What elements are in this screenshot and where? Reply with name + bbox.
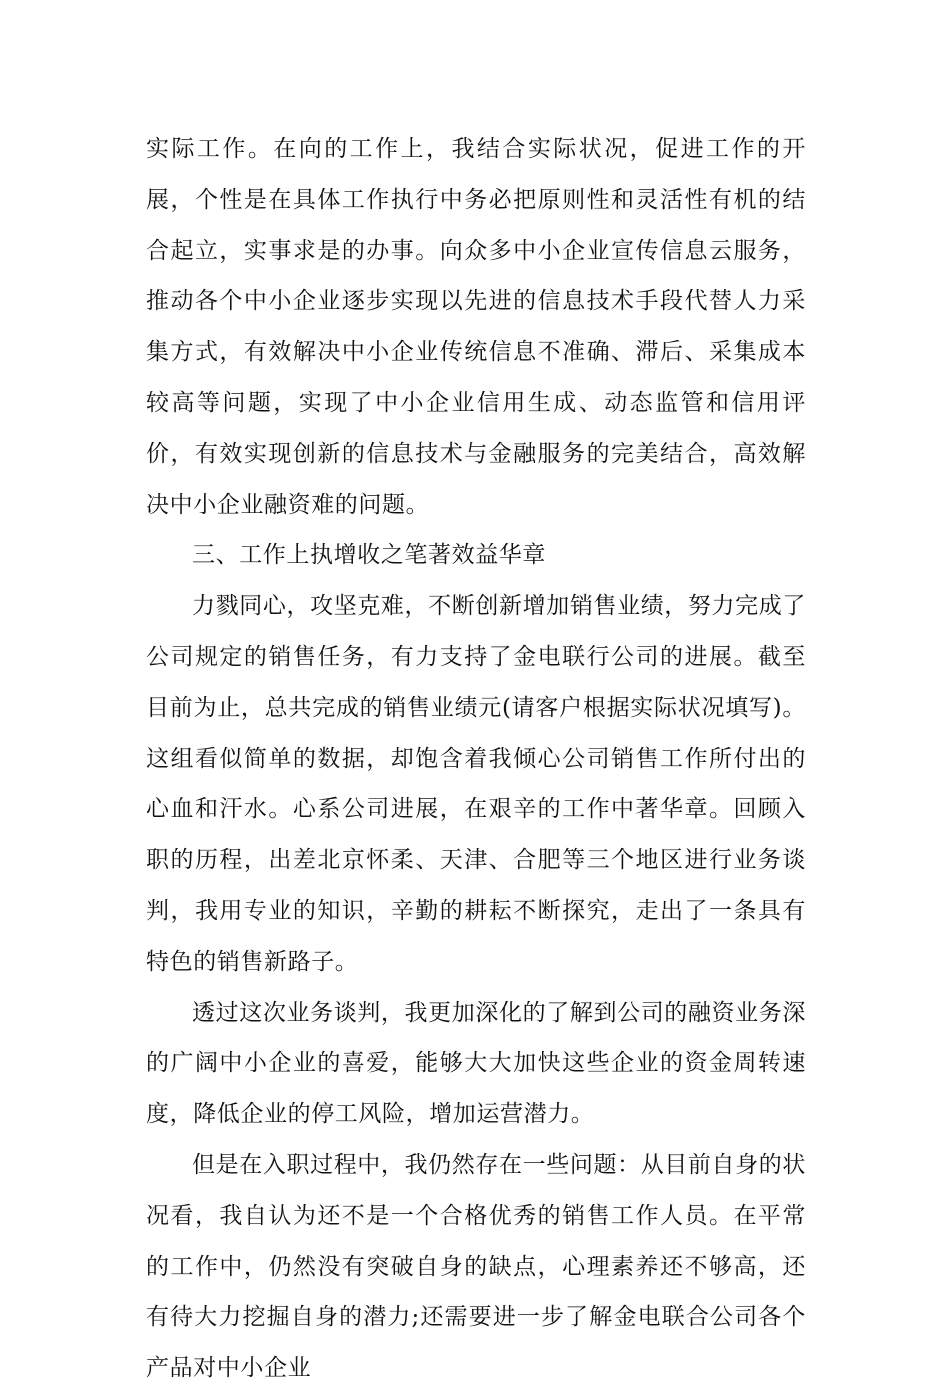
paragraph-sales: 力戮同心，攻坚克难，不断创新增加销售业绩，努力完成了公司规定的销售任务，有力支持了金电联行公司的进展。截至目前为止，总共完成的销售业绩元(请客户根据实际状况填写)。这组看似简单的数据，却饱含着我倾心公司销售工作所付出的心血和汗水。心系公司进展，在艰辛的工作中著华章。回顾入职的历程，出差北京怀柔、天津、合肥等三个地区进行业务谈判，我用专业的知识，辛勤的耕耘不断探究，走出了一条具有特色的销售新路子。 bbox=[146, 593, 806, 975]
paragraph-continuation: 实际工作。在向的工作上，我结合实际状况，促进工作的开展，个性是在具体工作执行中务必把原则性和灵活性有机的结合起立，实事求是的办事。向众多中小企业宣传信息云服务，推动各个中小企业逐步实现以先进的信息技术手段代替人力采集方式，有效解决中小企业传统信息不准确、滞后、采集成本较高等问题，实现了中小企业信用生成、动态监管和信用评价，有效实现创新的信息技术与金融服务的完美结合，高效解决中小企业融资难的问题。 bbox=[146, 136, 806, 518]
document-body bbox=[146, 124, 806, 1394]
section-heading: 三、工作上执增收之笔著效益华章 bbox=[192, 542, 546, 569]
paragraph-problems: 但是在入职过程中，我仍然存在一些问题：从目前自身的状况看，我自认为还不是一个合格优秀的销售工作人员。在平常的工作中，仍然没有突破自身的缺点，心理素养还不够高，还有待大力挖掘自身的潜力;还需要进一步了解金电联合公司各个产品对中小企业 bbox=[146, 1151, 806, 1382]
paragraph-negotiation: 透过这次业务谈判，我更加深化的了解到公司的融资业务深的广阔中小企业的喜爱，能够大大加快这些企业的资金周转速度，降低企业的停工风险，增加运营潜力。 bbox=[146, 999, 806, 1128]
